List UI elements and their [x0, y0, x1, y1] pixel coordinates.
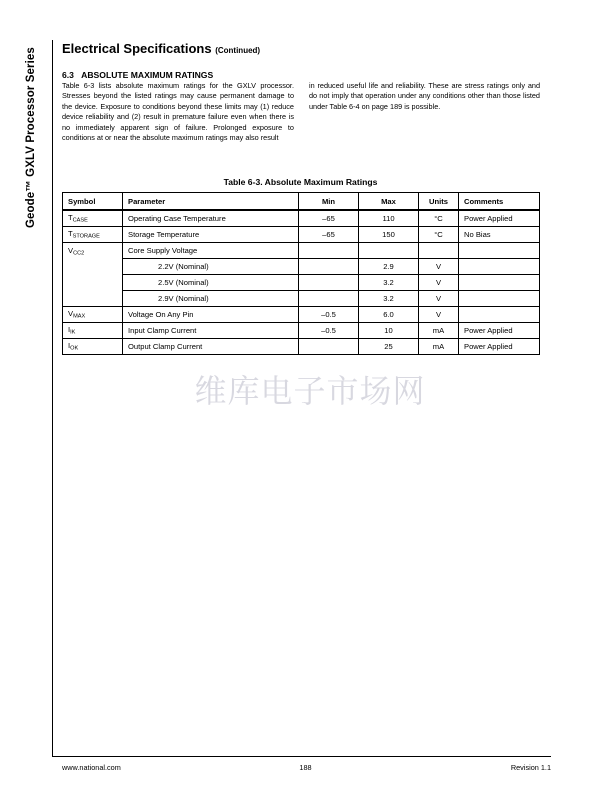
cell-max: 6.0 [359, 307, 419, 323]
cell-comments [459, 307, 540, 323]
cell-parameter: Voltage On Any Pin [123, 307, 299, 323]
cell-min: –0.5 [299, 323, 359, 339]
side-title [22, 38, 44, 228]
frame-line-vertical [52, 40, 53, 756]
side-title-text: Geode™ GXLV Processor Series [25, 47, 37, 228]
cell-units: °C [419, 227, 459, 243]
col-header-parameter: Parameter [123, 193, 299, 211]
table-row [63, 210, 540, 227]
cell-max: 150 [359, 227, 419, 243]
cell-comments: Power Applied [459, 323, 540, 339]
body-paragraph-left: Table 6-3 lists absolute maximum ratings for the GXLV processor. Stresses beyond the listed ratings may cause permanent damage to the device. Exposure to conditions beyond these limits may (1) reduce device reliability and (2) result in premature failure even when there is no immediately apparent sign of failure. Prolonged exposure to conditions at or near the absolute maximum ratings may also result [62, 81, 294, 143]
cell-parameter: 2.5V (Nominal) [123, 275, 299, 291]
cell-units: mA [419, 323, 459, 339]
table-row [63, 227, 540, 243]
cell-comments: No Bias [459, 227, 540, 243]
cell-parameter: Input Clamp Current [123, 323, 299, 339]
cell-comments [459, 291, 540, 307]
col-header-units: Units [419, 193, 459, 211]
page-heading [62, 41, 260, 56]
cell-units: V [419, 275, 459, 291]
table-row [63, 323, 540, 339]
section-title: ABSOLUTE MAXIMUM RATINGS [81, 70, 214, 80]
cell-min: –65 [299, 227, 359, 243]
cell-units: mA [419, 339, 459, 355]
cell-min [299, 243, 359, 259]
table-header-row [63, 193, 540, 211]
cell-units: V [419, 259, 459, 275]
frame-line-horizontal [52, 756, 551, 757]
table-row [63, 291, 540, 307]
cell-symbol: $I_{OK}$ [63, 339, 123, 355]
cell-max: 110 [359, 210, 419, 227]
table-row [63, 259, 540, 275]
section-number: 6.3 [62, 70, 74, 80]
footer-revision: Revision 1.1 [510, 763, 551, 772]
cell-min [299, 259, 359, 275]
cell-units: °C [419, 210, 459, 227]
footer-page-number: 188 [299, 763, 312, 772]
col-header-comments: Comments [459, 193, 540, 211]
col-header-symbol: Symbol [63, 193, 123, 211]
ratings-table [62, 192, 540, 355]
cell-symbol: $V_{MAX}$ [63, 307, 123, 323]
table-row [63, 243, 540, 259]
cell-comments [459, 243, 540, 259]
cell-comments: Power Applied [459, 339, 540, 355]
body-paragraph-right: in reduced useful life and reliability. These are stress ratings only and do not imply that operation under any conditions other than those listed under Table 6-4 on page 189 is possible. [309, 81, 540, 111]
cell-min [299, 275, 359, 291]
cell-min: –0.5 [299, 307, 359, 323]
cell-max: 2.9 [359, 259, 419, 275]
cell-parameter: Core Supply Voltage [123, 243, 299, 259]
watermark: 维库电子市场网 [194, 372, 426, 410]
cell-max: 25 [359, 339, 419, 355]
cell-symbol: $V_{CC2}$ [63, 243, 123, 307]
cell-min: –65 [299, 210, 359, 227]
cell-parameter: Operating Case Temperature [123, 210, 299, 227]
cell-comments [459, 275, 540, 291]
table-row [63, 275, 540, 291]
cell-units: V [419, 291, 459, 307]
section-heading [62, 70, 213, 80]
cell-units [419, 243, 459, 259]
cell-comments [459, 259, 540, 275]
col-header-max: Max [359, 193, 419, 211]
table-caption: Table 6-3. Absolute Maximum Ratings [223, 177, 378, 187]
cell-parameter: Output Clamp Current [123, 339, 299, 355]
col-header-min: Min [299, 193, 359, 211]
cell-min [299, 339, 359, 355]
cell-units: V [419, 307, 459, 323]
cell-max [359, 243, 419, 259]
cell-comments: Power Applied [459, 210, 540, 227]
page-heading-continued: (Continued) [215, 46, 261, 55]
cell-max: 10 [359, 323, 419, 339]
cell-min [299, 291, 359, 307]
footer-website: www.national.com [62, 763, 121, 772]
cell-parameter: Storage Temperature [123, 227, 299, 243]
cell-parameter: 2.2V (Nominal) [123, 259, 299, 275]
cell-max: 3.2 [359, 291, 419, 307]
cell-symbol: $T_{CASE}$ [63, 210, 123, 227]
cell-symbol: $I_{IK}$ [63, 323, 123, 339]
table-row [63, 307, 540, 323]
cell-symbol: $T_{STORAGE}$ [63, 227, 123, 243]
cell-max: 3.2 [359, 275, 419, 291]
cell-parameter: 2.9V (Nominal) [123, 291, 299, 307]
table-row [63, 339, 540, 355]
page-heading-title: Electrical Specifications [62, 41, 212, 56]
